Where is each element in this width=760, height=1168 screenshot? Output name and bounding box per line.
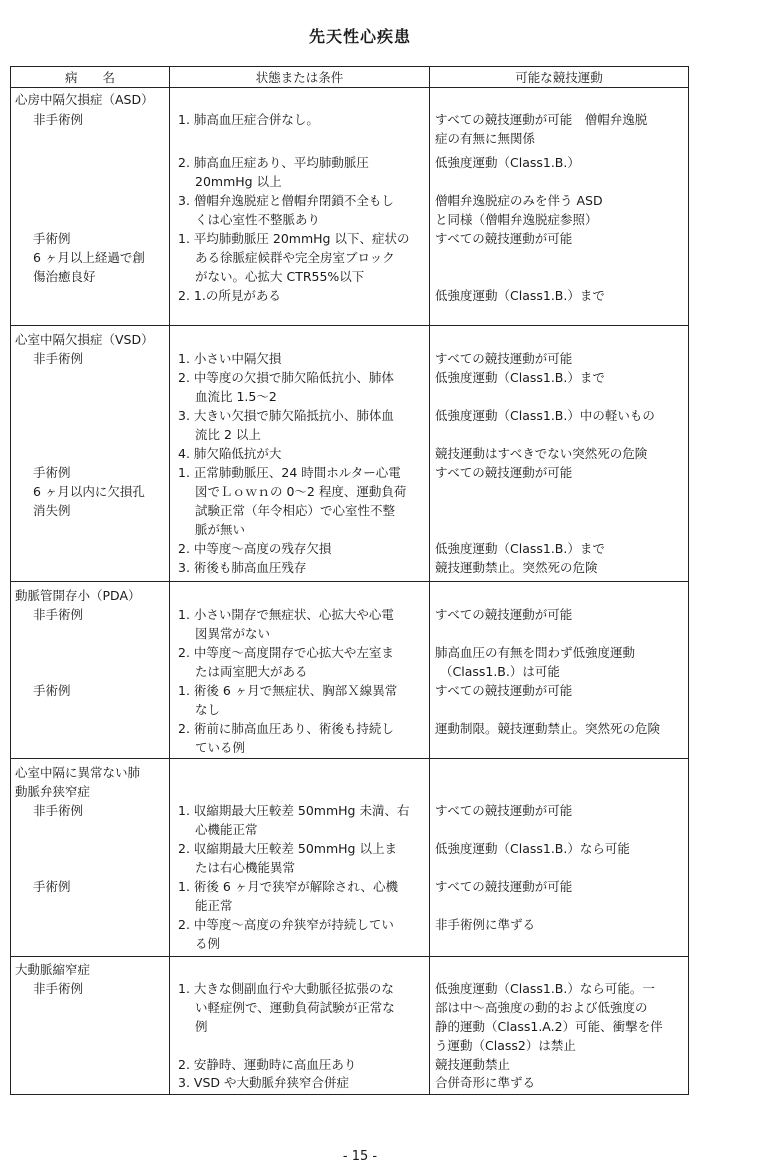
condition-cell-text: 2. 安静時、運動時に高血圧あり (178, 1057, 357, 1072)
column-divider (169, 759, 170, 956)
condition-cell-text: い軽症例で、運動負荷試験が正常な (195, 1000, 395, 1015)
condition-cell-text: 2. 術前に肺高血圧あり、術後も持続し (178, 721, 394, 736)
column-divider (169, 957, 170, 1094)
header-disease-name: 病 名 (11, 67, 170, 87)
allowed-sports-cell-text: すべての競技運動が可能 僧帽弁逸脱 (435, 112, 648, 127)
condition-cell-text: がない。心拡大 CTR55%以下 (195, 269, 365, 284)
allowed-sports-cell-text: 低強度運動（Class1.B.）まで (435, 370, 605, 385)
condition-cell-text: 脈が無い (195, 522, 246, 537)
condition-cell-text: 1. 術後 6 ヶ月で無症状、胸部Ｘ線異常 (178, 683, 398, 698)
condition-cell-text: 4. 肺欠陥低抗が大 (178, 446, 282, 461)
disease-cell-text: 心房中隔欠損症（ASD） (15, 92, 154, 107)
condition-cell-text: 2. 中等度～高度開存で心拡大や左室ま (178, 645, 394, 660)
disease-cell-text: 傷治癒良好 (33, 269, 96, 284)
condition-cell-text: ている例 (195, 740, 246, 755)
condition-cell-text: 1. 平均肺動脈圧 20mmHg 以下、症状の (178, 231, 410, 246)
column-divider (429, 759, 430, 956)
condition-cell-text: る例 (195, 936, 221, 951)
disease-cell-text: 非手術例 (33, 803, 84, 818)
allowed-sports-cell-text: う運動（Class2）は禁止 (435, 1038, 576, 1053)
condition-cell-text: 能正常 (195, 898, 233, 913)
condition-cell-text: 図でＬｏｗｎの 0～2 程度、運動負荷 (195, 484, 407, 499)
condition-cell-text: なし (195, 702, 221, 717)
column-divider (429, 582, 430, 758)
condition-cell-text: 1. 大きな側副血行や大動脈径拡張のな (178, 981, 394, 996)
header-condition: 状態または条件 (170, 67, 430, 87)
condition-cell-text: 1. 肺高血圧症合併なし。 (178, 112, 319, 127)
section-asd (11, 88, 688, 326)
column-divider (169, 88, 170, 325)
disease-cell-text: 心室中隔欠損症（VSD） (15, 332, 154, 347)
condition-cell-text: ある徐脈症候群や完全房室ブロック (195, 250, 395, 265)
table-header (11, 67, 688, 88)
allowed-sports-cell-text: 合併奇形に準ずる (435, 1075, 536, 1090)
disease-cell-text: 動脈弁狭窄症 (15, 784, 91, 799)
disease-cell-text: 非手術例 (33, 351, 84, 366)
allowed-sports-cell-text: 低強度運動（Class1.B.）まで (435, 288, 605, 303)
allowed-sports-cell-text: 運動制限。競技運動禁止。突然死の危険 (435, 721, 661, 736)
condition-cell-text: 2. 中等度～高度の弁狭窄が持続してい (178, 917, 394, 932)
allowed-sports-cell-text: 低強度運動（Class1.B.）中の軽いもの (435, 408, 655, 423)
allowed-sports-cell-text: 僧帽弁逸脱症のみを伴う ASD (435, 193, 603, 208)
condition-cell-text: 3. 術後も肺高血圧残存 (178, 560, 307, 575)
allowed-sports-cell-text: 非手術例に準ずる (435, 917, 536, 932)
disease-cell-text: 手術例 (33, 879, 71, 894)
allowed-sports-cell-text: すべての競技運動が可能 (435, 231, 573, 246)
allowed-sports-cell-text: 競技運動禁止。突然死の危険 (435, 560, 598, 575)
condition-cell-text: くは心室性不整脈あり (195, 212, 321, 227)
condition-cell-text: たは両室肥大がある (195, 664, 308, 679)
condition-cell-text: 流比 2 以上 (195, 427, 261, 442)
condition-cell-text: 2. 中等度～高度の残存欠損 (178, 541, 332, 556)
condition-cell-text: 1. 正常肺動脈圧、24 時間ホルター心電 (178, 465, 401, 480)
allowed-sports-cell-text: すべての競技運動が可能 (435, 683, 573, 698)
section-vsd (11, 326, 688, 582)
page-number: - 15 - (342, 1149, 378, 1164)
allowed-sports-cell-text: 部は中～高強度の動的および低強度の (435, 1000, 648, 1015)
condition-cell-text: 2. 中等度の欠損で肺欠陥低抗小、肺体 (178, 370, 394, 385)
condition-cell-text: 3. 僧帽弁逸脱症と僧帽弁閉鎖不全もし (178, 193, 394, 208)
disease-cell-text: 6 ヶ月以上経過で創 (33, 250, 145, 265)
column-divider (429, 957, 430, 1094)
allowed-sports-cell-text: すべての競技運動が可能 (435, 351, 573, 366)
condition-cell-text: 1. 収縮期最大圧較差 50mmHg 未満、右 (178, 803, 410, 818)
disease-cell-text: 大動脈縮窄症 (15, 962, 91, 977)
condition-cell-text: たは右心機能異常 (195, 860, 296, 875)
condition-cell-text: 1. 小さい中隔欠損 (178, 351, 282, 366)
disease-cell-text: 非手術例 (33, 112, 84, 127)
allowed-sports-cell-text: と同様（僧帽弁逸脱症参照） (435, 212, 598, 227)
section-pulmonary-stenosis (11, 759, 688, 957)
header-allowed-sports: 可能な競技運動 (515, 70, 603, 85)
disease-cell-text: 消失例 (33, 503, 71, 518)
page-title: 先天性心疾患 (308, 27, 411, 46)
table-body (11, 88, 688, 1094)
allowed-sports-cell-text: 肺高血圧の有無を問わず低強度運動 (435, 645, 636, 660)
column-divider (429, 326, 430, 581)
allowed-sports-cell-text: すべての競技運動が可能 (435, 803, 573, 818)
disease-cell-text: 心室中隔に異常ない肺 (15, 765, 141, 780)
section-pda (11, 582, 688, 759)
condition-cell-text: 2. 肺高血圧症あり、平均肺動脈圧 (178, 155, 369, 170)
condition-cell-text: 1. 小さい開存で無症状、心拡大や心電 (178, 607, 394, 622)
allowed-sports-cell-text: すべての競技運動が可能 (435, 607, 573, 622)
disease-cell-text: 6 ヶ月以内に欠損孔 (33, 484, 145, 499)
allowed-sports-cell-text: 低強度運動（Class1.B.）なら可能 (435, 841, 630, 856)
section-coarctation (11, 957, 688, 1094)
disease-cell-text: 手術例 (33, 683, 71, 698)
condition-cell-text: 血流比 1.5～2 (195, 389, 277, 404)
condition-cell-text: 2. 1.の所見がある (178, 288, 281, 303)
allowed-sports-cell-text: 競技運動禁止 (435, 1057, 511, 1072)
column-divider (169, 582, 170, 758)
condition-cell-text: 20mmHg 以上 (195, 174, 282, 189)
condition-cell-text: 心機能正常 (195, 822, 258, 837)
condition-cell-text: 3. 大きい欠損で肺欠陥抵抗小、肺体血 (178, 408, 394, 423)
allowed-sports-cell-text: すべての競技運動が可能 (435, 879, 573, 894)
disease-cell-text: 動脈管開存小（PDA） (15, 588, 141, 603)
allowed-sports-cell-text: 静的運動（Class1.A.2）可能、衝撃を伴 (435, 1019, 663, 1034)
column-divider (429, 88, 430, 325)
condition-cell-text: 2. 収縮期最大圧較差 50mmHg 以上ま (178, 841, 397, 856)
column-divider (169, 326, 170, 581)
disease-cell-text: 手術例 (33, 231, 71, 246)
allowed-sports-cell-text: 症の有無に無関係 (435, 131, 536, 146)
allowed-sports-cell-text: すべての競技運動が可能 (435, 465, 573, 480)
disease-cell-text: 非手術例 (33, 981, 84, 996)
disease-cell-text: 手術例 (33, 465, 71, 480)
condition-cell-text: 例 (195, 1019, 208, 1034)
allowed-sports-cell-text: 低強度運動（Class1.B.） (435, 155, 580, 170)
allowed-sports-cell-text: 低強度運動（Class1.B.）まで (435, 541, 605, 556)
condition-cell-text: 試験正常（年令相応）で心室性不整 (195, 503, 396, 518)
condition-cell-text: 3. VSD や大動脈弁狭窄合併症 (178, 1075, 349, 1090)
condition-cell-text: 1. 術後 6 ヶ月で狭窄が解除され、心機 (178, 879, 399, 894)
disease-cell-text: 非手術例 (33, 607, 84, 622)
sports-eligibility-table (10, 66, 689, 1095)
allowed-sports-cell-text: 低強度運動（Class1.B.）なら可能。一 (435, 981, 655, 996)
allowed-sports-cell-text: （Class1.B.）は可能 (440, 664, 560, 679)
condition-cell-text: 図異常がない (195, 626, 271, 641)
allowed-sports-cell-text: 競技運動はすべきでない突然死の危険 (435, 446, 648, 461)
